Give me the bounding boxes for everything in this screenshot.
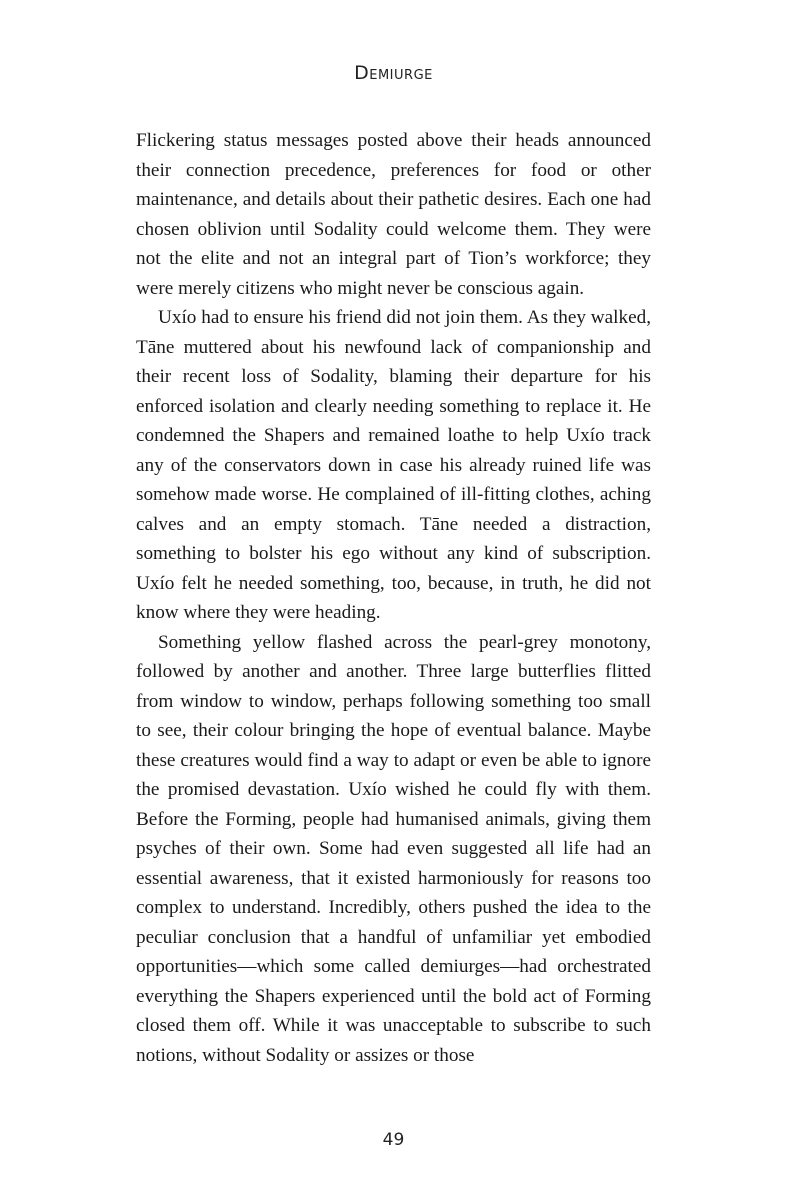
running-head-text: Demiurge: [354, 62, 433, 84]
paragraph: Something yellow flashed across the pearl-grey monotony, followed by another and another. Three large butterflies flitted from window to window, perhaps following something too small to see, their colour bringing the hope of eventual balance. Maybe these creatures would find a way to adapt or even be able to ignore the promised devastation. Uxío wished he could fly with them. Before the Forming, people had humanised animals, giving them psyches of their own. Some had even suggested all life had an essential awareness, that it existed harmoniously for reasons too complex to understand. Incredibly, others pushed the idea to the peculiar conclusion that a handful of unfamiliar yet embodied opportunities—which some called demiurges—had orchestrated everything the Shapers experienced until the bold act of Forming closed them off. While it was unacceptable to subscribe to such notions, without Sodality or assizes or those: [136, 631, 651, 1066]
page-number: 49: [382, 1130, 405, 1150]
running-head: [0, 62, 787, 84]
body-text: [136, 126, 651, 1070]
paragraph: Uxío had to ensure his friend did not join them. As they walked, Tāne muttered about his newfound lack of companionship and their recent loss of Sodality, blaming their departure for his enforced isolation and clearly needing something to replace it. He condemned the Shapers and remained loathe to help Uxío track any of the conservators down in case his already ruined life was somehow made worse. He complained of ill-fitting clothes, aching calves and an empty stomach. Tāne needed a distraction, something to bolster his ego without any kind of subscription. Uxío felt he needed something, too, because, in truth, he did not know where they were heading.: [136, 307, 651, 623]
paragraph: Flickering status messages posted above their heads announced their connection precedence, preferences for food or other maintenance, and details about their pathetic desires. Each one had chosen oblivion until Sodality could welcome them. They were not the elite and not an integral part of Tion’s workforce; they were merely citizens who might never be conscious again.: [136, 130, 651, 299]
